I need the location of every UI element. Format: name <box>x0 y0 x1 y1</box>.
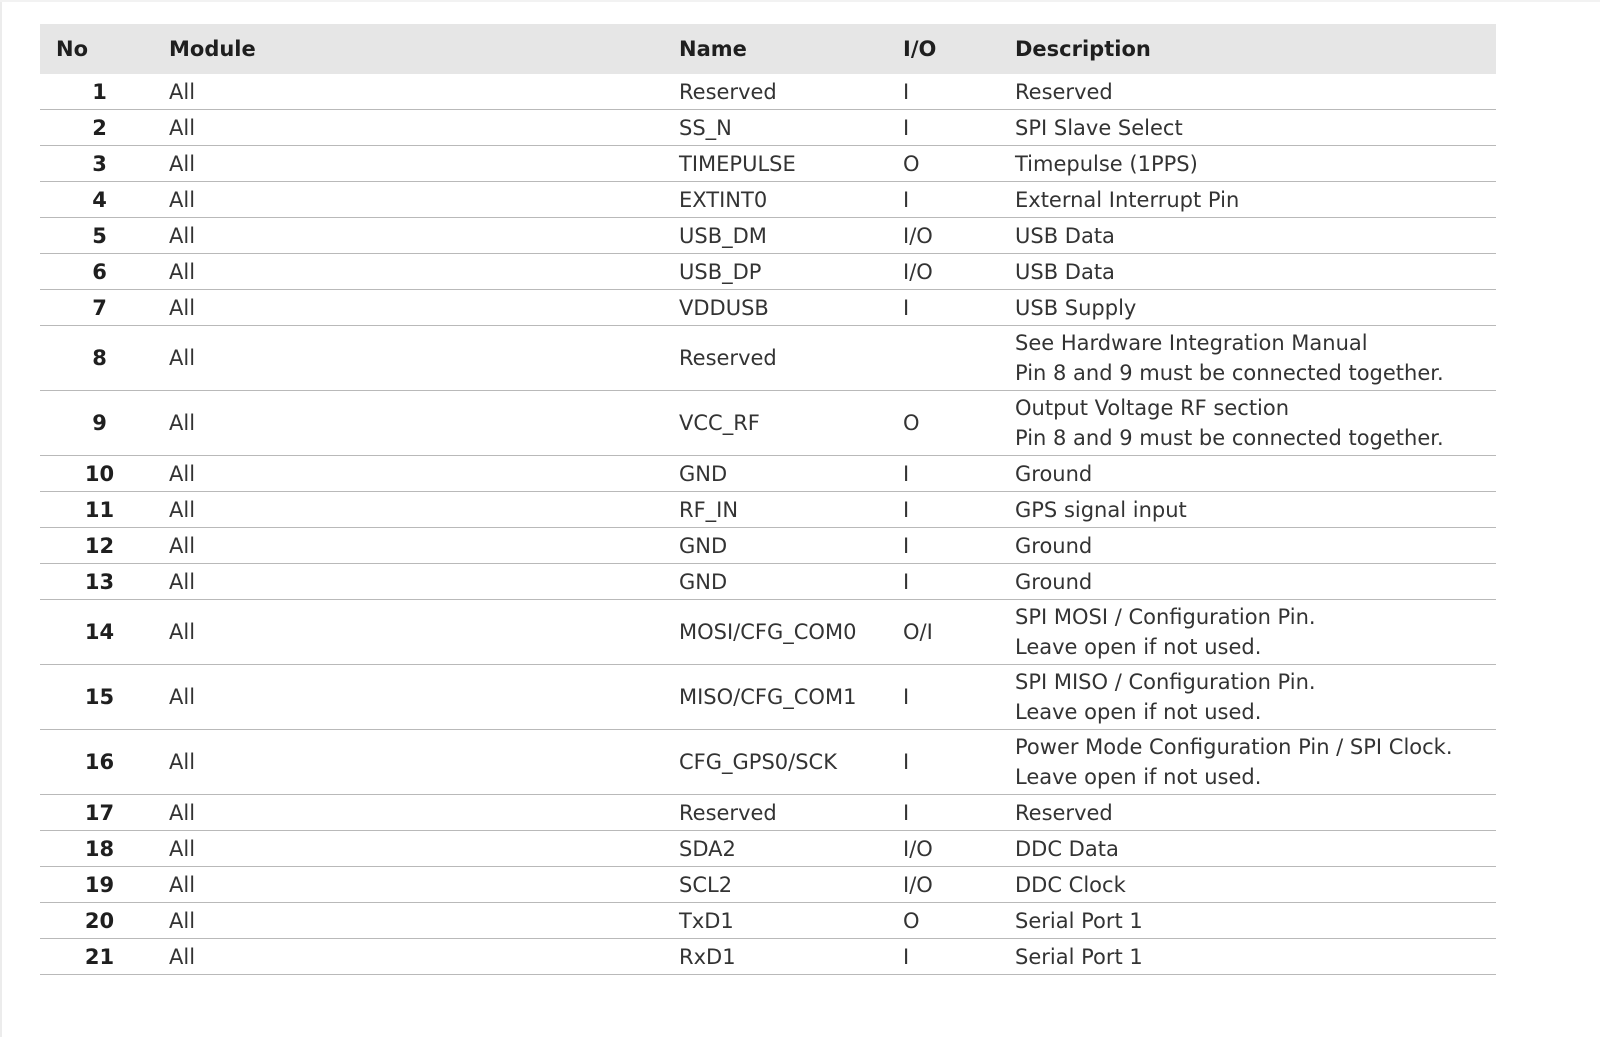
description-line: Power Mode Configuration Pin / SPI Clock. <box>1015 735 1453 759</box>
table-row <box>40 730 1496 795</box>
io-cell: I <box>903 110 1015 146</box>
pin-assignment-table <box>40 24 1496 975</box>
module-cell: All <box>169 456 679 492</box>
table-row <box>40 492 1496 528</box>
description-cell <box>1015 831 1496 867</box>
table-body <box>40 74 1496 975</box>
pin-number-cell: 7 <box>40 290 169 326</box>
table-row <box>40 665 1496 730</box>
io-cell: I <box>903 492 1015 528</box>
header-description: Description <box>1015 24 1496 74</box>
description-cell <box>1015 110 1496 146</box>
io-cell: O/I <box>903 600 1015 665</box>
description-line: SPI MOSI / Configuration Pin. <box>1015 605 1316 629</box>
table-row <box>40 110 1496 146</box>
pin-number-cell: 2 <box>40 110 169 146</box>
io-cell: I <box>903 795 1015 831</box>
description-cell <box>1015 391 1496 456</box>
pin-number-cell: 11 <box>40 492 169 528</box>
pin-name-cell: MISO/CFG_COM1 <box>679 665 903 730</box>
pin-name-cell: VCC_RF <box>679 391 903 456</box>
pin-number-cell: 3 <box>40 146 169 182</box>
description-line: Leave open if not used. <box>1015 635 1262 659</box>
description-line: Pin 8 and 9 must be connected together. <box>1015 426 1444 450</box>
io-cell: I <box>903 939 1015 975</box>
module-cell: All <box>169 74 679 110</box>
description-cell <box>1015 665 1496 730</box>
pin-name-cell: RF_IN <box>679 492 903 528</box>
module-cell: All <box>169 492 679 528</box>
description-line: External Interrupt Pin <box>1015 187 1240 212</box>
pin-number-cell: 6 <box>40 254 169 290</box>
table-row <box>40 290 1496 326</box>
module-cell: All <box>169 903 679 939</box>
pin-name-cell: GND <box>679 528 903 564</box>
description-line: Ground <box>1015 569 1093 594</box>
description-cell <box>1015 74 1496 110</box>
pin-name-cell: TIMEPULSE <box>679 146 903 182</box>
pin-number-cell: 19 <box>40 867 169 903</box>
description-cell <box>1015 218 1496 254</box>
pin-name-cell: MOSI/CFG_COM0 <box>679 600 903 665</box>
io-cell: I <box>903 730 1015 795</box>
description-cell <box>1015 492 1496 528</box>
pin-name-cell: RxD1 <box>679 939 903 975</box>
pin-number-cell: 4 <box>40 182 169 218</box>
pin-number-cell: 12 <box>40 528 169 564</box>
description-cell <box>1015 939 1496 975</box>
description-line: Timepulse (1PPS) <box>1015 151 1198 176</box>
module-cell: All <box>169 795 679 831</box>
description-line: Output Voltage RF section <box>1015 396 1290 420</box>
header-io: I/O <box>903 24 1015 74</box>
pin-name-cell: USB_DM <box>679 218 903 254</box>
io-cell: O <box>903 903 1015 939</box>
pin-name-cell: SS_N <box>679 110 903 146</box>
pin-name-cell: SDA2 <box>679 831 903 867</box>
description-cell <box>1015 600 1496 665</box>
description-line: Leave open if not used. <box>1015 765 1262 789</box>
pin-name-cell: EXTINT0 <box>679 182 903 218</box>
description-cell <box>1015 326 1496 391</box>
pin-number-cell: 15 <box>40 665 169 730</box>
description-line: DDC Clock <box>1015 872 1126 897</box>
description-line: SPI Slave Select <box>1015 115 1183 140</box>
page-edge-top <box>0 0 1600 2</box>
module-cell: All <box>169 146 679 182</box>
module-cell: All <box>169 528 679 564</box>
io-cell: O <box>903 391 1015 456</box>
description-cell <box>1015 182 1496 218</box>
table-row <box>40 564 1496 600</box>
description-line: Ground <box>1015 533 1093 558</box>
description-cell <box>1015 528 1496 564</box>
description-line: USB Data <box>1015 223 1115 248</box>
description-line: Serial Port 1 <box>1015 944 1143 969</box>
io-cell: I <box>903 290 1015 326</box>
module-cell: All <box>169 564 679 600</box>
description-line: USB Data <box>1015 259 1115 284</box>
table-row <box>40 146 1496 182</box>
description-line: Ground <box>1015 461 1093 486</box>
module-cell: All <box>169 391 679 456</box>
table-row <box>40 254 1496 290</box>
pin-name-cell: GND <box>679 456 903 492</box>
pin-name-cell: USB_DP <box>679 254 903 290</box>
table-row <box>40 74 1496 110</box>
table-row <box>40 939 1496 975</box>
header-row <box>40 24 1496 74</box>
io-cell: I/O <box>903 218 1015 254</box>
table-row <box>40 326 1496 391</box>
module-cell: All <box>169 326 679 391</box>
module-cell: All <box>169 939 679 975</box>
io-cell <box>903 326 1015 391</box>
description-line: Pin 8 and 9 must be connected together. <box>1015 361 1444 385</box>
table-header <box>40 24 1496 74</box>
pin-number-cell: 16 <box>40 730 169 795</box>
module-cell: All <box>169 110 679 146</box>
description-line: Reserved <box>1015 79 1113 104</box>
module-cell: All <box>169 867 679 903</box>
pin-name-cell: CFG_GPS0/SCK <box>679 730 903 795</box>
module-cell: All <box>169 290 679 326</box>
io-cell: I <box>903 564 1015 600</box>
description-line: See Hardware Integration Manual <box>1015 331 1368 355</box>
description-cell <box>1015 730 1496 795</box>
pin-number-cell: 20 <box>40 903 169 939</box>
io-cell: I <box>903 74 1015 110</box>
table-row <box>40 456 1496 492</box>
io-cell: O <box>903 146 1015 182</box>
table-row <box>40 528 1496 564</box>
page-edge-left <box>0 0 2 1037</box>
description-line: GPS signal input <box>1015 497 1187 522</box>
pin-number-cell: 9 <box>40 391 169 456</box>
module-cell: All <box>169 600 679 665</box>
io-cell: I/O <box>903 867 1015 903</box>
module-cell: All <box>169 831 679 867</box>
header-no: No <box>40 24 169 74</box>
module-cell: All <box>169 665 679 730</box>
table-row <box>40 218 1496 254</box>
pin-name-cell: Reserved <box>679 795 903 831</box>
description-line: Serial Port 1 <box>1015 908 1143 933</box>
header-name: Name <box>679 24 903 74</box>
module-cell: All <box>169 254 679 290</box>
pin-name-cell: GND <box>679 564 903 600</box>
description-cell <box>1015 564 1496 600</box>
module-cell: All <box>169 730 679 795</box>
pin-name-cell: TxD1 <box>679 903 903 939</box>
description-line: DDC Data <box>1015 836 1119 861</box>
table-row <box>40 867 1496 903</box>
table-row <box>40 182 1496 218</box>
io-cell: I/O <box>903 831 1015 867</box>
description-cell <box>1015 146 1496 182</box>
io-cell: I <box>903 182 1015 218</box>
description-cell <box>1015 456 1496 492</box>
pin-name-cell: Reserved <box>679 326 903 391</box>
description-cell <box>1015 254 1496 290</box>
pin-number-cell: 13 <box>40 564 169 600</box>
description-cell <box>1015 903 1496 939</box>
table-row <box>40 831 1496 867</box>
module-cell: All <box>169 182 679 218</box>
description-cell <box>1015 795 1496 831</box>
header-module: Module <box>169 24 679 74</box>
description-line: USB Supply <box>1015 295 1137 320</box>
description-line: Reserved <box>1015 800 1113 825</box>
pin-name-cell: VDDUSB <box>679 290 903 326</box>
pin-number-cell: 14 <box>40 600 169 665</box>
module-cell: All <box>169 218 679 254</box>
io-cell: I <box>903 456 1015 492</box>
pin-number-cell: 17 <box>40 795 169 831</box>
table-row <box>40 600 1496 665</box>
pin-number-cell: 8 <box>40 326 169 391</box>
io-cell: I <box>903 665 1015 730</box>
pin-name-cell: SCL2 <box>679 867 903 903</box>
io-cell: I/O <box>903 254 1015 290</box>
pin-number-cell: 18 <box>40 831 169 867</box>
table-row <box>40 795 1496 831</box>
pin-name-cell: Reserved <box>679 74 903 110</box>
description-cell <box>1015 867 1496 903</box>
description-cell <box>1015 290 1496 326</box>
table-row <box>40 903 1496 939</box>
description-line: SPI MISO / Configuration Pin. <box>1015 670 1316 694</box>
io-cell: I <box>903 528 1015 564</box>
table-row <box>40 391 1496 456</box>
pin-number-cell: 5 <box>40 218 169 254</box>
pin-number-cell: 10 <box>40 456 169 492</box>
description-line: Leave open if not used. <box>1015 700 1262 724</box>
pin-number-cell: 1 <box>40 74 169 110</box>
pin-number-cell: 21 <box>40 939 169 975</box>
